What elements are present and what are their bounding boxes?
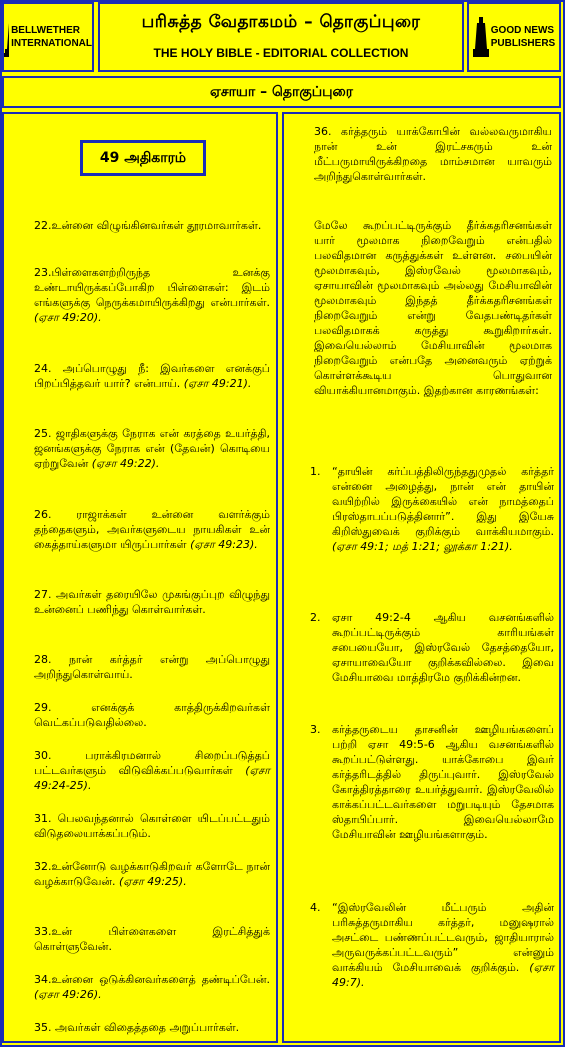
verse: 27. அவர்கள் தரையிலே முகங்குப்புற விழுந்து உன்னைப் பணிந்து கொள்வார்கள். — [34, 588, 270, 616]
verse: 33.உன் பிள்ளைகளை இரட்சித்துக் கொள்ளுவேன். — [34, 925, 270, 953]
left-column — [2, 112, 278, 1043]
verse: 32.உன்னோடு வழக்காடுகிறவர் களோடே நான் வழக்காடுவேன். (ஏசா 49:25). — [34, 860, 270, 888]
verse: 24. அப்பொழுது நீ: இவர்களை எனக்குப் பிறப்பித்தவர் யார்? என்பாய். (ஏசா 49:21). — [34, 362, 270, 390]
verse: 30. பராக்கிரமனால் சிறைப்படுத்தப் பட்டவர்களும் விடுவிக்கப்படுவார்கள் (ஏசா 49:24-25). — [34, 749, 270, 792]
reason-item: “இஸ்ரவேலின் மீட்பரும் அதின் பரிசுத்தருமாகிய கர்த்தர், மனுஷரால் அசட்டை பண்ணப்பட்டவரும், ஜாதியாரால் அருவருக்கப்பட்டவரும்” என்னும் வாக்கியம் மேசியாவைக் குறிக்கும். (ஏசா 49:7). — [332, 901, 554, 989]
title-english: THE HOLY BIBLE - EDITORIAL COLLECTION — [153, 46, 409, 60]
reason-number: 3. — [310, 723, 321, 736]
reason-item: கர்த்தருடைய தாசனின் ஊழியங்களைப் பற்றி ஏசா 49:5-6 ஆகிய வசனங்களில் கூறப்பட்டுள்ளது. யாக்கோபை இவர் கர்த்தரிடத்தில் திருப்புவார். இஸ்ரவேல் கோத்திரத்தாரை உயர்த்துவார். இஸ்ரவேலில் காக்கப்பட்டவர்களை மறுபடியும் தேசமாக ஸ்தாபிப்பார். இவையெல்லாமே மேசியாவின் ஊழியங்களாகும். — [332, 723, 554, 841]
verse: 34.உன்னை ஒடுக்கினவர்களைத் தண்டிப்பேன். (ஏசா 49:26). — [34, 973, 270, 1001]
logo-left-line2: INTERNATIONAL — [11, 38, 92, 49]
title-tamil: பரிசுத்த வேதாகமம் – தொகுப்புரை — [141, 12, 421, 32]
verse: 26. ராஜாக்கள் உன்னை வளர்க்கும் தந்தைகளும், அவர்களுடைய நாயகிகள் உன் கைத்தாய்களுமா யிருப்பார்கள் (ஏசா 49:23). — [34, 508, 270, 551]
bellwether-logo — [2, 2, 94, 72]
reason-number: 2. — [310, 611, 321, 624]
logo-left-line1: BELLWETHER — [11, 25, 80, 36]
verse: 23.பிள்ளைகளற்றிருந்த உனக்கு உண்டாயிருக்கப்போகிற பிள்ளைகள்: இடம் எங்களுக்கு நெருக்கமாயிருக்கிறது என்பார்கள். (ஏசா 49:20). — [34, 266, 270, 324]
reason-item: “தாயின் கர்ப்பத்திலிருந்ததுமுதல் கர்த்தர் என்னை அழைத்து, நான் என் தாயின் வயிற்றில் இருக்கையில் என் நாமத்தைப் பிரஸ்தாபப்படுத்தினார்”. இது இயேசு கிறிஸ்துவைக் குறிக்கும் வாக்கியமாகும். (ஏசா 49:1; மத் 1:21; லூக்கா 1:21). — [332, 465, 554, 553]
book-subtitle: ஏசாயா – தொகுப்புரை — [2, 76, 561, 108]
verse: 35. அவர்கள் விதைத்ததை அறுப்பார்கள். — [34, 1021, 240, 1034]
verse: 31. பெலவந்தனால் கொள்ளை யிடப்பட்டதும் விடுதலையாக்கப்படும். — [34, 812, 270, 840]
logo-right-line1: GOOD NEWS — [490, 25, 555, 36]
reason-item: ஏசா 49:2-4 ஆகிய வசனங்களில் கூறப்பட்டிருக்கும் காரியங்கள் சபையையோ, இஸ்ரவேல் தேசத்தையோ, ஏசாயாவையோ குறிக்கவில்லை. இவை மேசியாவை மாத்திரமே குறிக்கின்றன. — [332, 611, 554, 684]
reason-number: 1. — [310, 465, 321, 478]
header-title-box — [98, 2, 464, 72]
right-column — [282, 112, 561, 1043]
commentary-intro: மேலே கூறப்பட்டிருக்கும் தீர்க்கதரிசனங்கள் யார் மூலமாக நிறைவேறும் என்பதில் பலவிதமான கருத்துக்கள் உள்ளன. சபையின் மூலமாகவும், இஸ்ரவேல் மூலமாகவும், ஏசாயாவின் மூலமாகவும் அல்லது மேசியாவின் மூலமாகவும் இந்தத் தீர்க்கதரிசனங்கள் நிறைவேறும் என்று வேதபண்டிதர்கள் பலவிதமாகக் கருத்து கூறுகிறார்கள். இவையெல்லாம் மேசியாவின் மூலமாக நிறைவேறும் என்பதே அனைவரும் ஏற்றுக் கொள்ளக்கூடிய பொதுவான வியாக்கியானமாகும். இதற்கான காரணங்கள்: — [314, 219, 552, 397]
logo-right-line2: PUBLISHERS — [490, 38, 556, 49]
statue-icon — [4, 15, 9, 59]
verse: 36. கர்த்தரும் யாக்கோபின் வல்லவருமாகிய நான் உன் இரட்சகரும் உன் மீட்பருமாயிருக்கிறதை மாம்சமான யாவரும் அறிந்துகொள்வார்கள். — [314, 125, 552, 183]
chapter-heading: 49 அதிகாரம் — [80, 140, 206, 176]
verse: 28. நான் கர்த்தர் என்று அப்பொழுது அறிந்துகொள்வாய். — [34, 653, 270, 681]
verse: 22.உன்னை விழுங்கினவர்கள் தூரமாவார்கள். — [34, 219, 262, 232]
verse: 29. எனக்குக் காத்திருக்கிறவர்கள் வெட்கப்படுவதில்லை. — [34, 701, 270, 729]
statue-icon — [473, 15, 489, 59]
reason-number: 4. — [310, 901, 321, 914]
verse: 25. ஜாதிகளுக்கு நேராக என் கரத்தை உயர்த்தி, ஜனங்களுக்கு நேராக என் (தேவன்) கொடியை ஏற்றுவேன் (ஏசா 49:22). — [34, 427, 270, 470]
good-news-logo — [467, 2, 561, 72]
